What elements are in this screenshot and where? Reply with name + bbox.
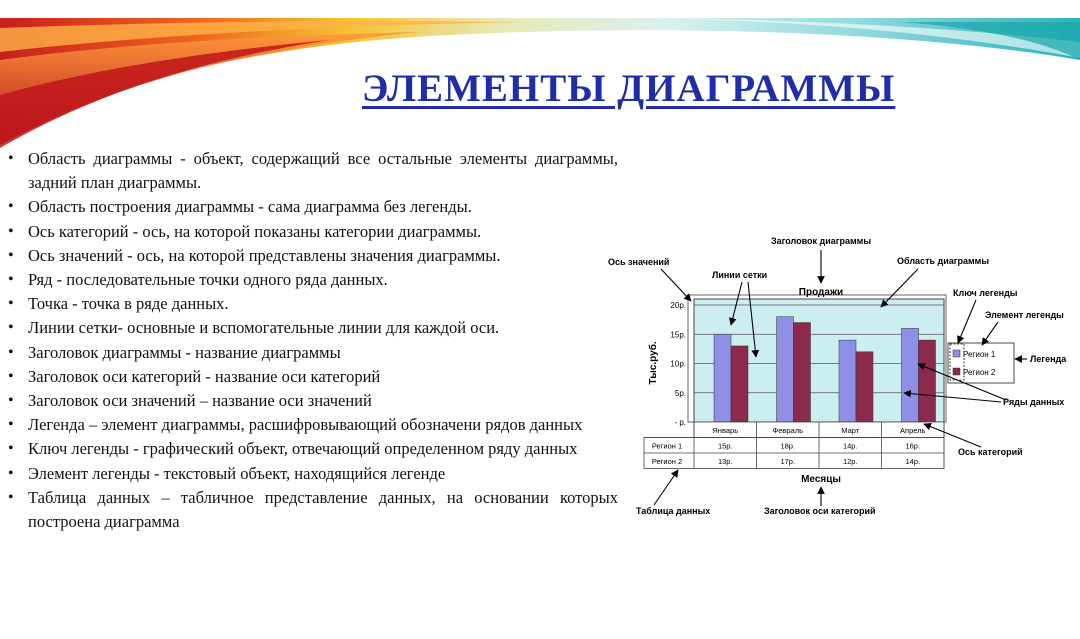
arrow-legend-item [982, 322, 998, 345]
annotation-category-axis: Ось категорий [958, 447, 1023, 457]
bar-2-3 [856, 352, 873, 422]
category-tick-label: Апрель [900, 426, 926, 435]
bar-1-2 [777, 317, 794, 422]
definition-item: • Заголовок оси значений – название оси значений [6, 389, 618, 413]
annotation-value-axis: Ось значений [608, 257, 670, 267]
definition-item: • Элемент легенды - текстовый объект, находящийся легенде [6, 462, 618, 486]
definition-item: • Ряд - последовательные точки одного ряда данных. [6, 268, 618, 292]
data-table-cell: 17р. [780, 457, 796, 466]
category-tick-label: Март [841, 426, 860, 435]
bar-1-3 [839, 340, 856, 422]
data-table [644, 422, 944, 469]
value-axis-tick-label: 10р. [670, 359, 686, 369]
annotation-series: Ряды данных [1003, 397, 1065, 407]
annotation-legend-item: Элемент легенды [985, 310, 1064, 320]
legend-item-2: Регион 2 [963, 368, 996, 377]
value-axis-tick-label: 5р. [674, 388, 686, 398]
chart-title: Продажи [798, 287, 844, 298]
annotation-legend-key: Ключ легенды [953, 288, 1018, 298]
definition-item: • Таблица данных – табличное представление данных, на основании которых построена диаграмма [6, 486, 618, 534]
definition-item: • Область построения диаграммы - сама диаграмма без легенды. [6, 195, 618, 219]
value-axis-title: Тыс.руб. [648, 341, 659, 385]
data-table-cell: 16р. [905, 441, 921, 451]
data-table-cell: 12р. [842, 457, 858, 466]
definitions-list [6, 147, 618, 534]
definition-item: • Заголовок оси категорий - название оси категорий [6, 365, 618, 389]
bar-1-4 [902, 328, 919, 422]
data-table-cell: 15р. [717, 441, 733, 451]
annotation-chart-title: Заголовок диаграммы [770, 236, 872, 246]
annotation-chart-area: Область диаграммы [897, 256, 990, 266]
annotation-category-axis-title: Заголовок оси категорий [764, 506, 876, 516]
data-table-cell: 14р. [842, 441, 858, 451]
page-title: ЭЛЕМЕНТЫ ДИАГРАММЫ [362, 67, 896, 110]
legend-item-1: Регион 1 [963, 350, 996, 359]
bar-2-2 [794, 323, 811, 422]
definition-item: • Легенда – элемент диаграммы, расшифровывающий обозначени рядов данных [6, 413, 618, 437]
category-axis-title: Месяцы [801, 474, 841, 485]
bar-2-4 [919, 340, 936, 422]
definition-item: • Точка - точка в ряде данных. [6, 292, 618, 316]
definition-item: • Ось категорий - ось, на которой показаны категории диаграммы. [6, 220, 618, 244]
data-table-cell: 14р. [905, 457, 921, 466]
annotation-legend: Легенда [1030, 354, 1067, 364]
annotation-data-table: Таблица данных [636, 506, 711, 516]
definition-item: • Ключ легенды - графический объект, отвечающий определенном ряду данных [6, 437, 618, 461]
value-axis-tick-label: - р. [674, 418, 686, 427]
legend-key-1 [953, 350, 960, 357]
data-table-series-name: Регион 2 [651, 457, 683, 466]
value-axis-tick-labels [670, 301, 686, 427]
data-table-cell: 13р. [717, 457, 733, 466]
annotation-gridlines: Линии сетки [712, 270, 768, 280]
definition-item: • Заголовок диаграммы - название диаграммы [6, 341, 618, 365]
chart-elements-diagram [606, 225, 1080, 525]
legend-box [948, 343, 1014, 383]
arrow-legend-key [958, 300, 976, 343]
definition-item: • Область диаграммы - объект, содержащий все остальные элементы диаграммы, задний план диаграммы. [6, 147, 618, 195]
value-axis-tick-label: 15р. [670, 330, 686, 340]
data-table-series-name: Регион 1 [651, 441, 683, 451]
bar-2-1 [731, 346, 748, 422]
data-table-cell: 18р. [780, 441, 796, 451]
category-tick-label: Февраль [772, 426, 803, 435]
arrow-value-axis [661, 269, 691, 301]
arrow-data-table [654, 470, 678, 505]
value-axis-tick-label: 20р. [670, 301, 686, 310]
bar-1-1 [714, 334, 731, 422]
definition-item: • Ось значений - ось, на которой представлены значения диаграммы. [6, 244, 618, 268]
category-tick-label: Январь [712, 426, 739, 435]
legend-key-2 [953, 368, 960, 375]
definition-item: • Линии сетки- основные и вспомогательные линии для каждой оси. [6, 316, 618, 340]
